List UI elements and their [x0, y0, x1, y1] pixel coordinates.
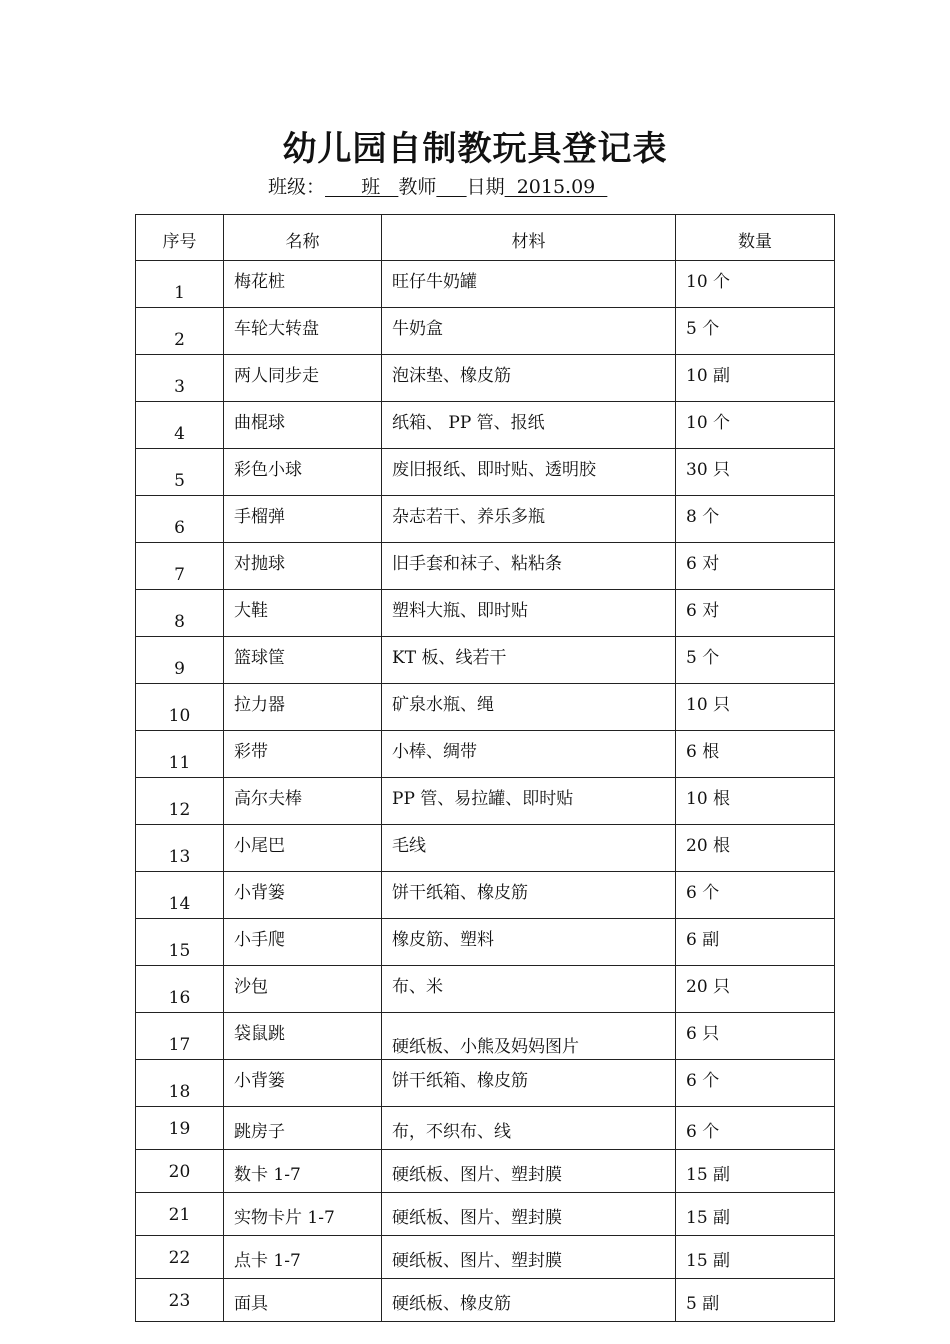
date-label: 日期: [466, 176, 505, 198]
row-number: 3: [136, 355, 224, 402]
row-material: 杂志若干、养乐多瓶: [382, 496, 676, 543]
table-row: [136, 449, 835, 496]
table-row: [136, 637, 835, 684]
row-number: 9: [136, 637, 224, 684]
table-row: [136, 402, 835, 449]
row-number: 23: [136, 1279, 224, 1322]
table-row: [136, 1193, 835, 1236]
row-number: 4: [136, 402, 224, 449]
row-number: 19: [136, 1107, 224, 1150]
row-material: 硬纸板、图片、塑封膜: [382, 1150, 676, 1193]
row-number: 22: [136, 1236, 224, 1279]
row-quantity: 15 副: [676, 1150, 835, 1193]
row-name: 沙包: [224, 966, 382, 1013]
row-number: 7: [136, 543, 224, 590]
row-name: 两人同步走: [224, 355, 382, 402]
row-material: 布，不织布、线: [382, 1107, 676, 1150]
row-material: 橡皮筋、塑料: [382, 919, 676, 966]
row-number: 8: [136, 590, 224, 637]
row-name: 面具: [224, 1279, 382, 1322]
form-header-line: [268, 174, 607, 200]
row-quantity: 6 个: [676, 1060, 835, 1107]
row-quantity: 6 对: [676, 590, 835, 637]
table-row: [136, 590, 835, 637]
header-material: 材料: [382, 215, 676, 261]
row-name: 梅花桩: [224, 261, 382, 308]
table-row: [136, 966, 835, 1013]
table-row: [136, 261, 835, 308]
row-quantity: 10 个: [676, 402, 835, 449]
row-name: 小背篓: [224, 1060, 382, 1107]
row-material: 硬纸板、图片、塑封膜: [382, 1236, 676, 1279]
row-quantity: 15 副: [676, 1236, 835, 1279]
table-row: [136, 778, 835, 825]
class-field: 班: [325, 176, 399, 198]
row-name: 高尔夫棒: [224, 778, 382, 825]
date-field: 2015.09: [504, 176, 608, 198]
toy-registration-table: [135, 214, 835, 1322]
table-row: [136, 825, 835, 872]
row-material: 小棒、绸带: [382, 731, 676, 778]
row-quantity: 10 个: [676, 261, 835, 308]
row-quantity: 5 副: [676, 1279, 835, 1322]
row-number: 14: [136, 872, 224, 919]
row-name: 对抛球: [224, 543, 382, 590]
row-number: 15: [136, 919, 224, 966]
row-material: 旺仔牛奶罐: [382, 261, 676, 308]
row-name: 小背篓: [224, 872, 382, 919]
row-material: 废旧报纸、即时贴、透明胶: [382, 449, 676, 496]
row-quantity: 8 个: [676, 496, 835, 543]
row-quantity: 6 根: [676, 731, 835, 778]
row-material: KT 板、线若干: [382, 637, 676, 684]
row-quantity: 5 个: [676, 637, 835, 684]
table-row: [136, 1236, 835, 1279]
header-number: 序号: [136, 215, 224, 261]
class-label: 班级：: [268, 176, 326, 198]
row-material: 硬纸板、橡皮筋: [382, 1279, 676, 1322]
header-name: 名称: [224, 215, 382, 261]
row-quantity: 6 个: [676, 872, 835, 919]
teacher-label: 教师: [398, 176, 437, 198]
row-quantity: 10 只: [676, 684, 835, 731]
row-name: 篮球筐: [224, 637, 382, 684]
table-row: [136, 872, 835, 919]
row-name: 跳房子: [224, 1107, 382, 1150]
table-row: [136, 919, 835, 966]
row-name: 曲棍球: [224, 402, 382, 449]
page-title: 幼儿园自制教玩具登记表: [282, 129, 668, 169]
row-material: 毛线: [382, 825, 676, 872]
row-quantity: 30 只: [676, 449, 835, 496]
row-quantity: 6 个: [676, 1107, 835, 1150]
row-number: 21: [136, 1193, 224, 1236]
row-material: 饼干纸箱、橡皮筋: [382, 872, 676, 919]
row-name: 彩带: [224, 731, 382, 778]
row-quantity: 6 副: [676, 919, 835, 966]
row-number: 2: [136, 308, 224, 355]
row-number: 13: [136, 825, 224, 872]
table-row: [136, 1279, 835, 1322]
row-number: 10: [136, 684, 224, 731]
row-number: 17: [136, 1013, 224, 1060]
row-number: 18: [136, 1060, 224, 1107]
row-material: 牛奶盒: [382, 308, 676, 355]
row-name: 数卡 1-7: [224, 1150, 382, 1193]
row-quantity: 20 根: [676, 825, 835, 872]
table-row: [136, 543, 835, 590]
row-material: 布、米: [382, 966, 676, 1013]
row-number: 16: [136, 966, 224, 1013]
row-number: 6: [136, 496, 224, 543]
row-name: 小尾巴: [224, 825, 382, 872]
table-row: [136, 1107, 835, 1150]
header-quantity: 数量: [676, 215, 835, 261]
row-name: 彩色小球: [224, 449, 382, 496]
row-number: 1: [136, 261, 224, 308]
row-quantity: 6 只: [676, 1013, 835, 1060]
row-number: 12: [136, 778, 224, 825]
row-quantity: 10 根: [676, 778, 835, 825]
table-row: [136, 1060, 835, 1107]
teacher-field: [436, 174, 466, 200]
row-quantity: 6 对: [676, 543, 835, 590]
row-quantity: 5 个: [676, 308, 835, 355]
row-material: 纸箱、 PP 管、报纸: [382, 402, 676, 449]
row-material: 泡沫垫、橡皮筋: [382, 355, 676, 402]
table-row: [136, 1013, 835, 1060]
table-row: [136, 1150, 835, 1193]
row-name: 大鞋: [224, 590, 382, 637]
table-header-row: [136, 215, 835, 261]
row-name: 实物卡片 1-7: [224, 1193, 382, 1236]
row-number: 5: [136, 449, 224, 496]
row-material: PP 管、易拉罐、即时贴: [382, 778, 676, 825]
row-name: 袋鼠跳: [224, 1013, 382, 1060]
table-row: [136, 731, 835, 778]
row-name: 点卡 1-7: [224, 1236, 382, 1279]
row-material: 矿泉水瓶、绳: [382, 684, 676, 731]
row-material: 旧手套和袜子、粘粘条: [382, 543, 676, 590]
row-number: 11: [136, 731, 224, 778]
row-material: 硬纸板、小熊及妈妈图片: [382, 1013, 676, 1060]
row-number: 20: [136, 1150, 224, 1193]
row-quantity: 10 副: [676, 355, 835, 402]
row-name: 拉力器: [224, 684, 382, 731]
table-row: [136, 355, 835, 402]
row-quantity: 15 副: [676, 1193, 835, 1236]
table-row: [136, 684, 835, 731]
row-name: 手榴弹: [224, 496, 382, 543]
row-name: 车轮大转盘: [224, 308, 382, 355]
row-material: 饼干纸箱、橡皮筋: [382, 1060, 676, 1107]
row-quantity: 20 只: [676, 966, 835, 1013]
row-material: 硬纸板、图片、塑封膜: [382, 1193, 676, 1236]
row-material: 塑料大瓶、即时贴: [382, 590, 676, 637]
row-name: 小手爬: [224, 919, 382, 966]
table-row: [136, 308, 835, 355]
table-row: [136, 496, 835, 543]
